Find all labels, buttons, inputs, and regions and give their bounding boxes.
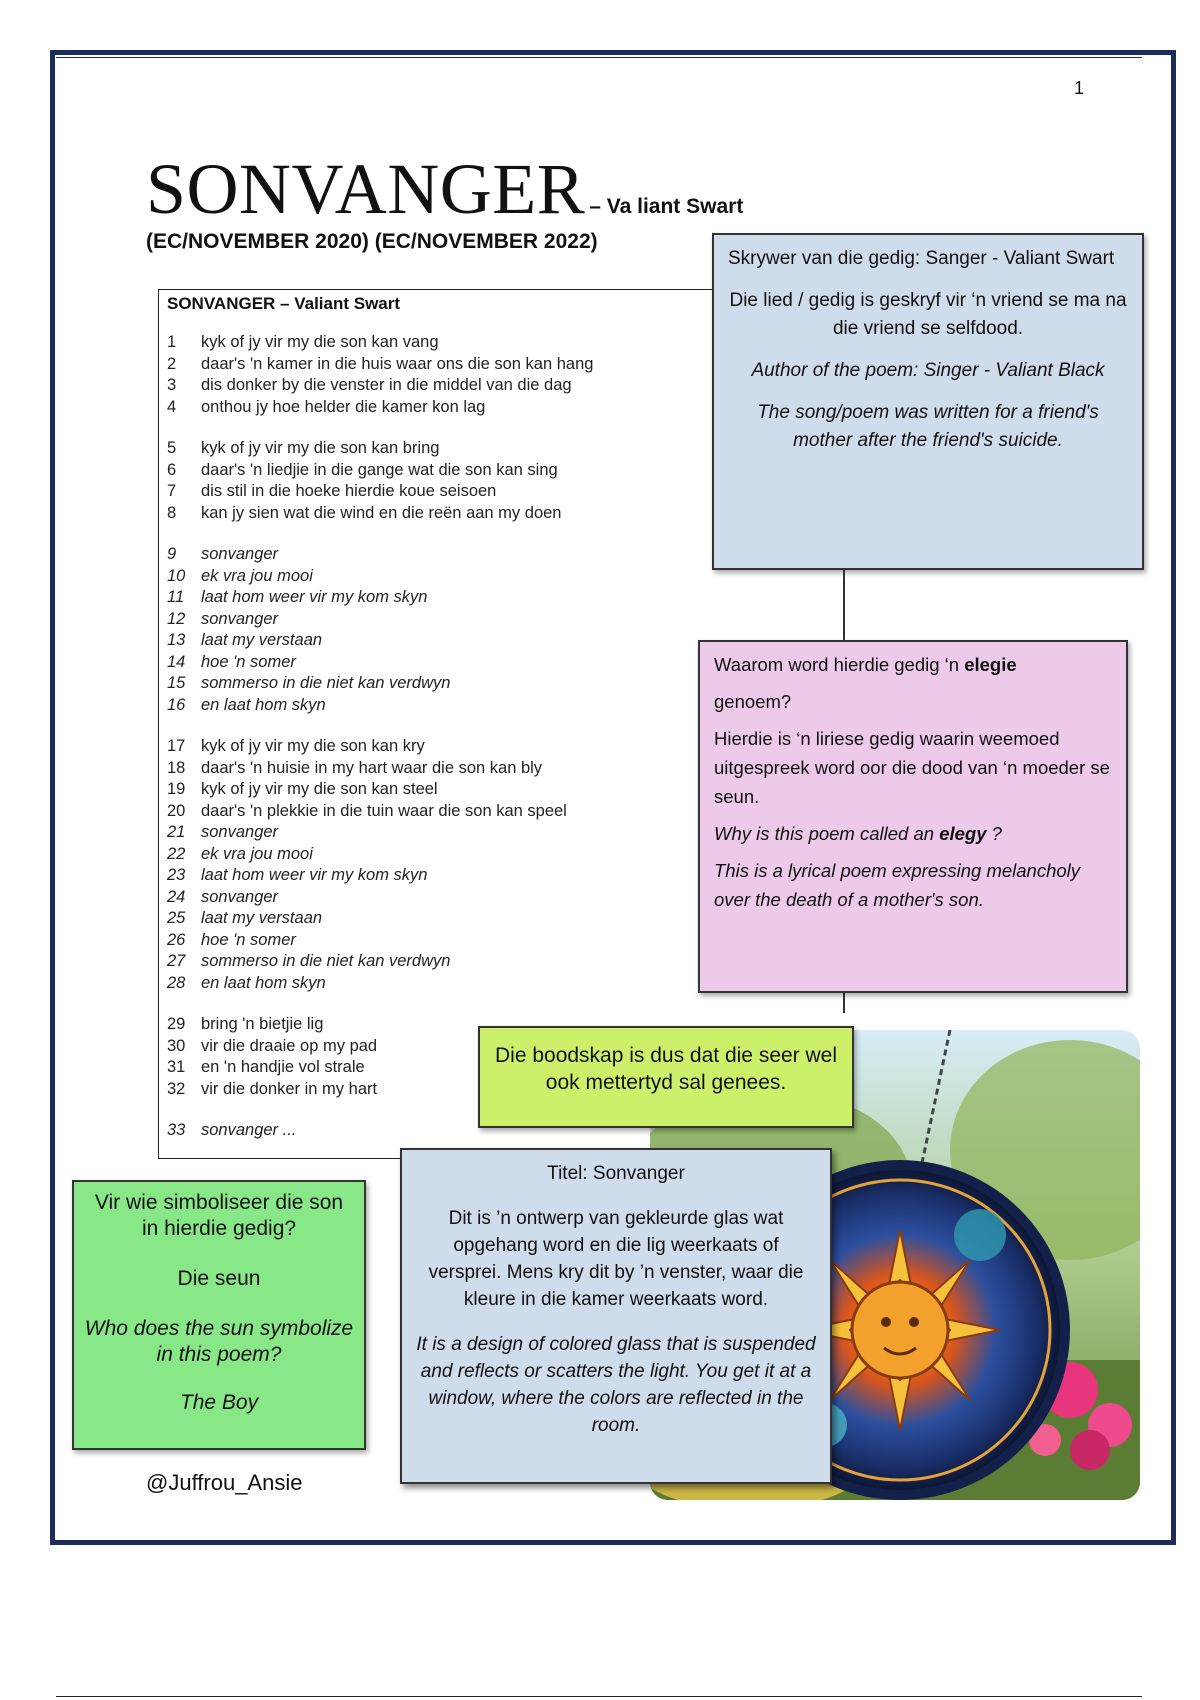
poem-line: [167, 587, 718, 609]
line-number: 25: [167, 909, 186, 927]
poem-stanza: [167, 544, 718, 716]
line-text: dis donker by die venster in die middel van die dag: [201, 376, 572, 394]
line-text: sommerso in die niet kan verdwyn: [201, 952, 451, 970]
poem-line: [167, 481, 718, 503]
line-number: 22: [167, 844, 186, 863]
symbol-answer-en: The Boy: [179, 1391, 259, 1414]
writer-line-en: Author of the poem: Singer - Valiant Black: [751, 360, 1105, 381]
connector-line: [843, 993, 845, 1013]
line-number: 12: [167, 609, 186, 628]
page-title: SONVANGER: [146, 149, 586, 229]
poem-line: [167, 460, 718, 482]
line-text: en laat hom skyn: [201, 973, 326, 992]
elegy-answer-en: This is a lyrical poem expressing melancholy over the death of a mother's son.: [714, 860, 1081, 910]
message-box: [478, 1026, 854, 1128]
poem-line: [167, 801, 718, 823]
line-number: 18: [167, 758, 186, 777]
title-meaning-heading: Titel: Sonvanger: [547, 1163, 685, 1184]
line-text: kyk of jy vir my die son kan kry: [201, 737, 425, 755]
line-number: 15: [167, 674, 186, 692]
line-number: 8: [167, 503, 177, 522]
line-text: daar's 'n kamer in die huis waar ons die son kan hang: [201, 354, 594, 373]
frame-inner-rule: [56, 57, 1142, 58]
line-number: 24: [167, 887, 186, 906]
poem-line: [167, 736, 718, 758]
line-text: laat hom weer vir my kom skyn: [201, 588, 428, 606]
poem-line: [167, 673, 718, 695]
line-number: 11: [167, 588, 185, 606]
poem-title: SONVANGER – Valiant Swart: [167, 294, 401, 313]
line-text: en laat hom skyn: [201, 695, 326, 714]
bottom-rule: [56, 1696, 1142, 1697]
elegy-answer: Hierdie is ‘n liriese gedig waarin weemoed uitgespreek word oor die dood van ‘n moeder se seun.: [714, 728, 1110, 807]
line-number: 27: [167, 952, 186, 970]
line-text: sonvanger ...: [201, 1121, 297, 1139]
poem-line: [167, 695, 718, 717]
title-meaning-text: Dit is ’n ontwerp van gekleurde glas wat opgehang word en die lig weerkaats of versprei. Mens kry dit by ’n venster, waar die kleure in die kamer weerkaats word.: [428, 1208, 804, 1310]
line-text: onthou jy hoe helder die kamer kon lag: [201, 397, 486, 416]
poem-line: [167, 503, 718, 525]
line-number: 29: [167, 1015, 186, 1033]
elegy-question-end: genoem?: [714, 691, 792, 712]
poem-line: [167, 630, 718, 652]
line-text: daar's 'n liedjie in die gange wat die son kan sing: [201, 460, 558, 479]
poem-line: [167, 652, 718, 674]
line-number: 19: [167, 780, 186, 798]
author-subtitle: – Va liant Swart: [589, 195, 744, 218]
title-row: [146, 148, 743, 231]
line-text: dis stil in die hoeke hierdie koue seisoen: [201, 482, 497, 500]
title-meaning-text-en: It is a design of colored glass that is suspended and reflects or scatters the light. You get it at a window, where the colors are reflected in the room.: [416, 1334, 816, 1436]
poem-background-en: The song/poem was written for a friend's mother after the friend's suicide.: [757, 402, 1099, 451]
line-number: 26: [167, 930, 186, 949]
author-handle: @Juffrou_Ansie: [146, 1470, 303, 1495]
line-text: laat my verstaan: [201, 909, 323, 927]
line-number: 10: [167, 566, 186, 585]
poem-stanza: [167, 438, 718, 524]
poem-line: [167, 609, 718, 631]
elegy-question: Waarom word hierdie gedig ‘n elegie: [714, 654, 1017, 675]
poem-line: [167, 930, 718, 952]
poem-line: [167, 758, 718, 780]
line-number: 3: [167, 376, 177, 394]
line-text: hoe 'n somer: [201, 930, 296, 949]
poem-line: [167, 822, 718, 844]
line-text: en 'n handjie vol strale: [201, 1058, 365, 1076]
writer-info-box: [712, 233, 1144, 570]
line-text: daar's 'n huisie in my hart waar die son kan bly: [201, 758, 543, 777]
line-text: daar's 'n plekkie in die tuin waar die son kan speel: [201, 801, 567, 820]
line-number: 30: [167, 1036, 186, 1055]
line-text: laat my verstaan: [201, 631, 323, 649]
symbol-box: [72, 1180, 366, 1450]
poem-line: [167, 332, 718, 354]
line-text: sommerso in die niet kan verdwyn: [201, 674, 451, 692]
line-number: 20: [167, 801, 186, 820]
poem-stanza: [167, 736, 718, 994]
symbol-question: Vir wie simboliseer die son in hierdie gedig?: [94, 1191, 344, 1240]
poem-line: [167, 544, 718, 566]
line-number: 32: [167, 1079, 186, 1098]
line-number: 28: [167, 973, 186, 992]
line-text: kyk of jy vir my die son kan steel: [201, 780, 438, 798]
exam-reference: (EC/NOVEMBER 2020) (EC/NOVEMBER 2022): [146, 230, 598, 253]
line-number: 21: [167, 823, 186, 841]
line-number: 33: [167, 1121, 186, 1139]
line-number: 17: [167, 737, 186, 755]
poem-background: Die lied / gedig is geskryf vir ‘n vriend se ma na die vriend se selfdood.: [729, 290, 1127, 339]
poem-line: [167, 566, 718, 588]
poem-line: [167, 887, 718, 909]
line-text: vir die draaie op my pad: [201, 1036, 378, 1055]
line-number: 2: [167, 354, 177, 373]
line-text: sonvanger: [201, 545, 279, 563]
line-text: laat hom weer vir my kom skyn: [201, 866, 428, 884]
line-text: vir die donker in my hart: [201, 1079, 378, 1098]
connector-line: [843, 570, 845, 640]
title-meaning-box: [400, 1148, 832, 1484]
poem-line: [167, 438, 718, 460]
line-number: 9: [167, 545, 177, 563]
line-number: 13: [167, 631, 186, 649]
line-text: sonvanger: [201, 887, 279, 906]
poem-line: [167, 354, 718, 376]
line-text: kan jy sien wat die wind en die reën aan my doen: [201, 503, 562, 522]
line-number: 4: [167, 397, 177, 416]
line-text: ek vra jou mooi: [201, 844, 313, 863]
line-number: 14: [167, 652, 186, 671]
line-number: 31: [167, 1058, 186, 1076]
line-text: bring 'n bietjie lig: [201, 1015, 324, 1033]
writer-line: Skrywer van die gedig: Sanger - Valiant Swart: [728, 248, 1115, 269]
line-number: 1: [167, 333, 177, 351]
line-number: 16: [167, 695, 186, 714]
poem-stanza: [167, 332, 718, 418]
symbol-question-en: Who does the sun symbolize in this poem?: [84, 1317, 354, 1366]
poem-line: [167, 844, 718, 866]
line-number: 23: [167, 866, 186, 884]
message-text: Die boodskap is dus dat die seer wel ook mettertyd sal genees.: [494, 1044, 838, 1094]
poem-line: [167, 951, 718, 973]
line-number: 5: [167, 439, 177, 457]
symbol-answer: Die seun: [177, 1267, 261, 1290]
line-text: sonvanger: [201, 823, 279, 841]
line-text: hoe 'n somer: [201, 652, 296, 671]
poem-line: [167, 397, 718, 419]
poem-line: [167, 375, 718, 397]
poem-line: [167, 779, 718, 801]
elegy-box: [698, 640, 1128, 993]
poem-line: [167, 865, 718, 887]
elegy-question-en: Why is this poem called an elegy ?: [714, 823, 1002, 844]
line-text: sonvanger: [201, 609, 279, 628]
line-text: kyk of jy vir my die son kan bring: [201, 439, 440, 457]
poem-stanzas: [167, 332, 718, 1142]
line-text: ek vra jou mooi: [201, 566, 313, 585]
page-number: 1: [1074, 78, 1085, 98]
poem-line: [167, 908, 718, 930]
line-number: 6: [167, 460, 177, 479]
line-number: 7: [167, 482, 177, 500]
poem-line: [167, 973, 718, 995]
line-text: kyk of jy vir my die son kan vang: [201, 333, 439, 351]
